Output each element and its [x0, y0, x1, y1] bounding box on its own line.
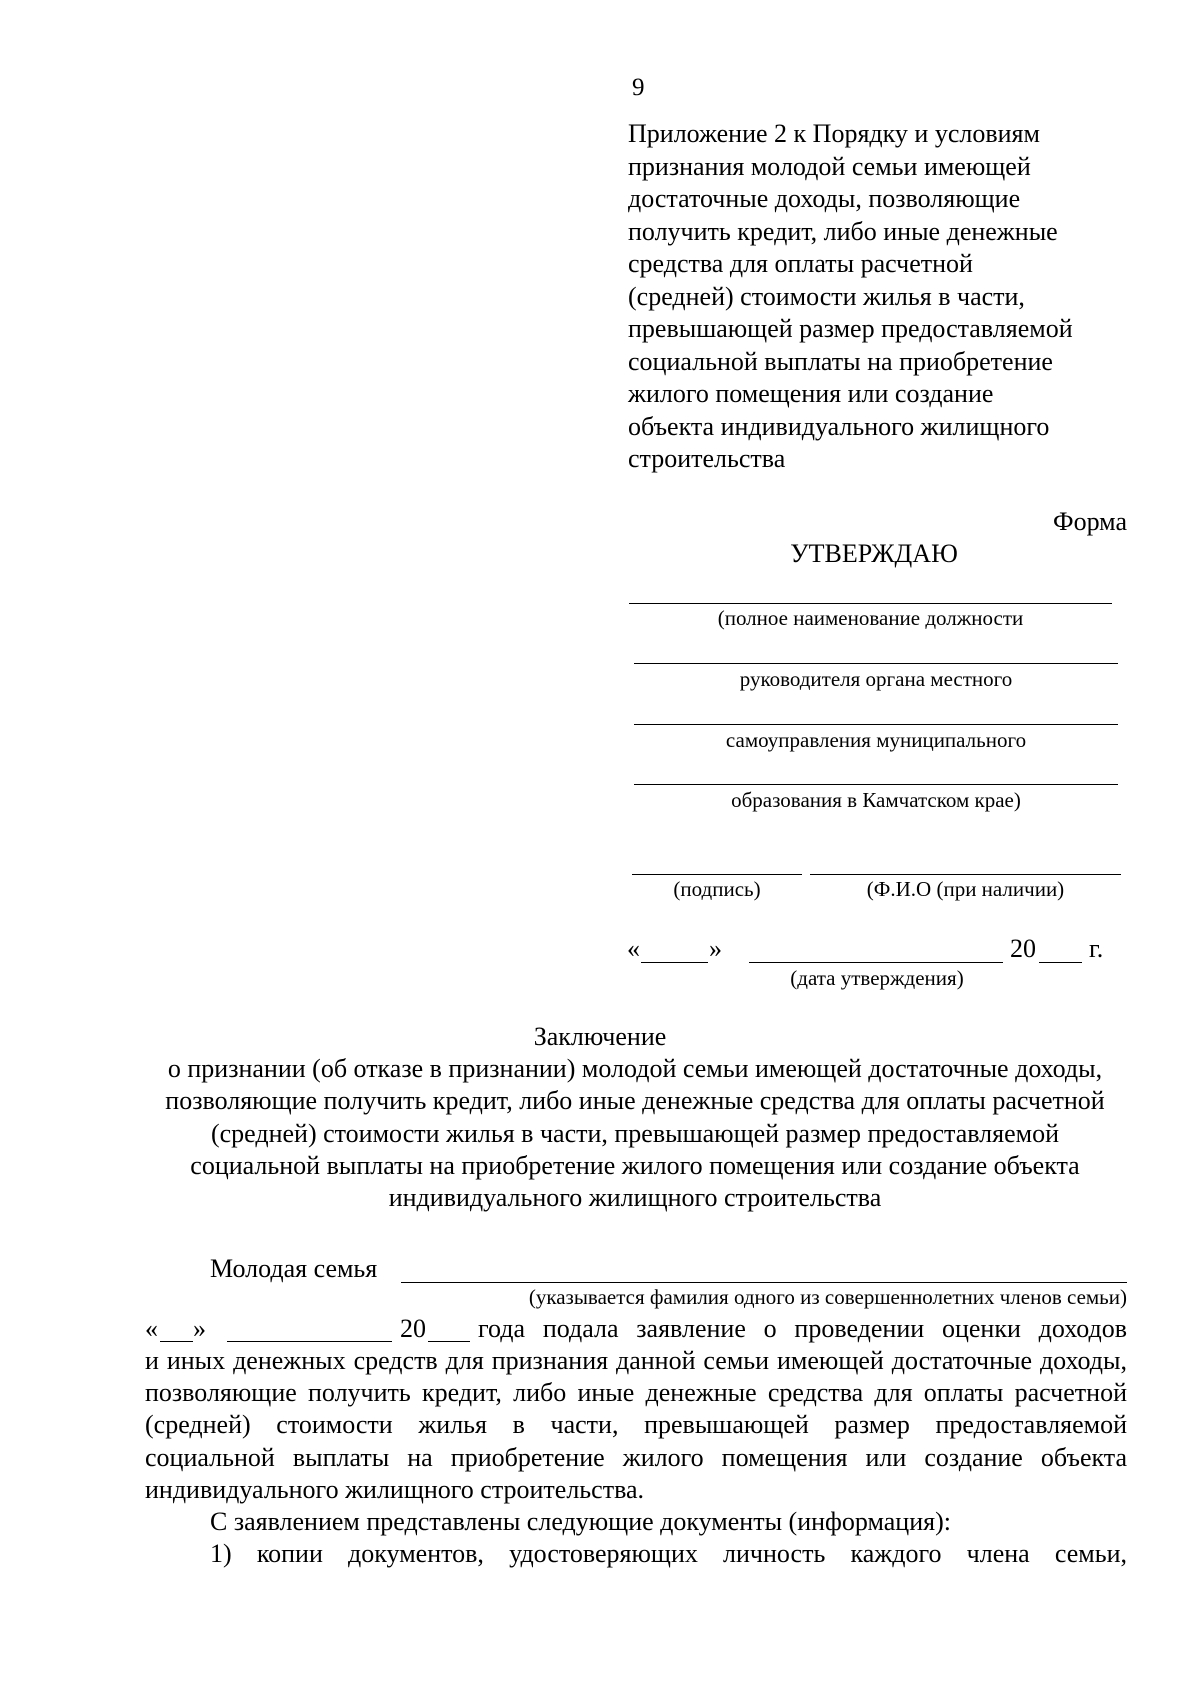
appendix-line: средства для оплаты расчетной	[628, 249, 973, 278]
approve-title: УТВЕРЖДАЮ	[790, 539, 958, 568]
approval-date-row	[627, 932, 1127, 966]
head-hint: руководителя органа местного	[739, 667, 1013, 691]
head-fill-line	[634, 663, 1118, 664]
application-text: и иных денежных средств для признания данной семьи имеющей достаточные доходы, позволяющие получить кредит, либо иные денежные средства для оплаты расчетной (средней) стоимости жилья в части, превышающей размер предоставляемой социальной выплаты на приобретение жилого помещения или создание объекта индивидуального жилищного строительства.	[145, 1346, 1127, 1504]
year-fill-line	[1039, 962, 1082, 963]
close-quote: »	[193, 1314, 206, 1343]
page-number: 9	[632, 74, 645, 101]
app-day-fill-line	[160, 1341, 193, 1342]
documents-intro: С заявлением представлены следующие документы (информация):	[210, 1507, 951, 1536]
date-hint: (дата утверждения)	[790, 966, 964, 990]
year-prefix: 20	[1010, 934, 1036, 963]
open-quote: «	[145, 1314, 158, 1343]
signature-fill-line	[632, 874, 802, 875]
app-year-fill-line	[428, 1341, 470, 1342]
form-label: Форма	[1053, 507, 1127, 536]
appendix-line: жилого помещения или создание	[628, 379, 994, 408]
appendix-line: объекта индивидуального жилищного	[628, 411, 1050, 441]
family-label: Молодая семья	[210, 1254, 378, 1283]
application-line-1: года подала заявление о проведении оценки доходов	[478, 1314, 1127, 1343]
appendix-line: получить кредит, либо иные денежные	[628, 216, 1058, 246]
family-hint: (указывается фамилия одного из совершеннолетних членов семьи)	[528, 1285, 1127, 1309]
app-month-fill-line	[227, 1341, 392, 1342]
name-hint: (Ф.И.О (при наличии)	[866, 877, 1065, 901]
appendix-line: социальной выплаты на приобретение	[628, 346, 1053, 376]
conclusion-subtitle: о признании (об отказе в признании) молодой семьи имеющей достаточные доходы, позволяющие получить кредит, либо иные денежные средства для оплаты расчетной (средней) стоимости жилья в части, превышающей размер предоставляемой социальной выплаты на приобретение жилого помещения или создание объекта индивидуального жилищного строительства	[165, 1054, 1105, 1213]
appendix-line: превышающей размер предоставляемой	[628, 314, 1073, 343]
document-item-1: 1) копии документов, удостоверяющих личность каждого члена семьи,	[210, 1539, 1127, 1568]
appendix-line: достаточные доходы, позволяющие	[628, 184, 1021, 213]
appendix-line: Приложение 2 к Порядку и условиям	[628, 119, 1040, 148]
entity-hint: образования в Камчатском крае)	[731, 788, 1021, 812]
appendix-heading	[628, 118, 1119, 476]
month-fill-line	[749, 962, 1003, 963]
self-gov-hint: самоуправления муниципального	[725, 728, 1027, 752]
day-fill-line	[641, 962, 708, 963]
open-quote: «	[627, 934, 640, 963]
close-quote: »	[709, 934, 722, 963]
year-suffix: г.	[1089, 934, 1104, 963]
appendix-line: строительства	[628, 444, 786, 473]
conclusion-title: Заключение	[533, 1022, 667, 1051]
year-prefix: 20	[400, 1314, 426, 1343]
self-gov-fill-line	[634, 724, 1118, 725]
family-fill-line	[401, 1282, 1127, 1283]
position-fill-line	[629, 603, 1112, 604]
name-fill-line	[810, 874, 1121, 875]
signature-hint: (подпись)	[673, 877, 761, 901]
position-hint: (полное наименование должности	[717, 606, 1024, 630]
application-date-row	[145, 1313, 1127, 1345]
entity-fill-line	[634, 784, 1118, 785]
appendix-line: признания молодой семьи имеющей	[628, 151, 1031, 181]
appendix-line: (средней) стоимости жилья в части,	[628, 281, 1025, 311]
